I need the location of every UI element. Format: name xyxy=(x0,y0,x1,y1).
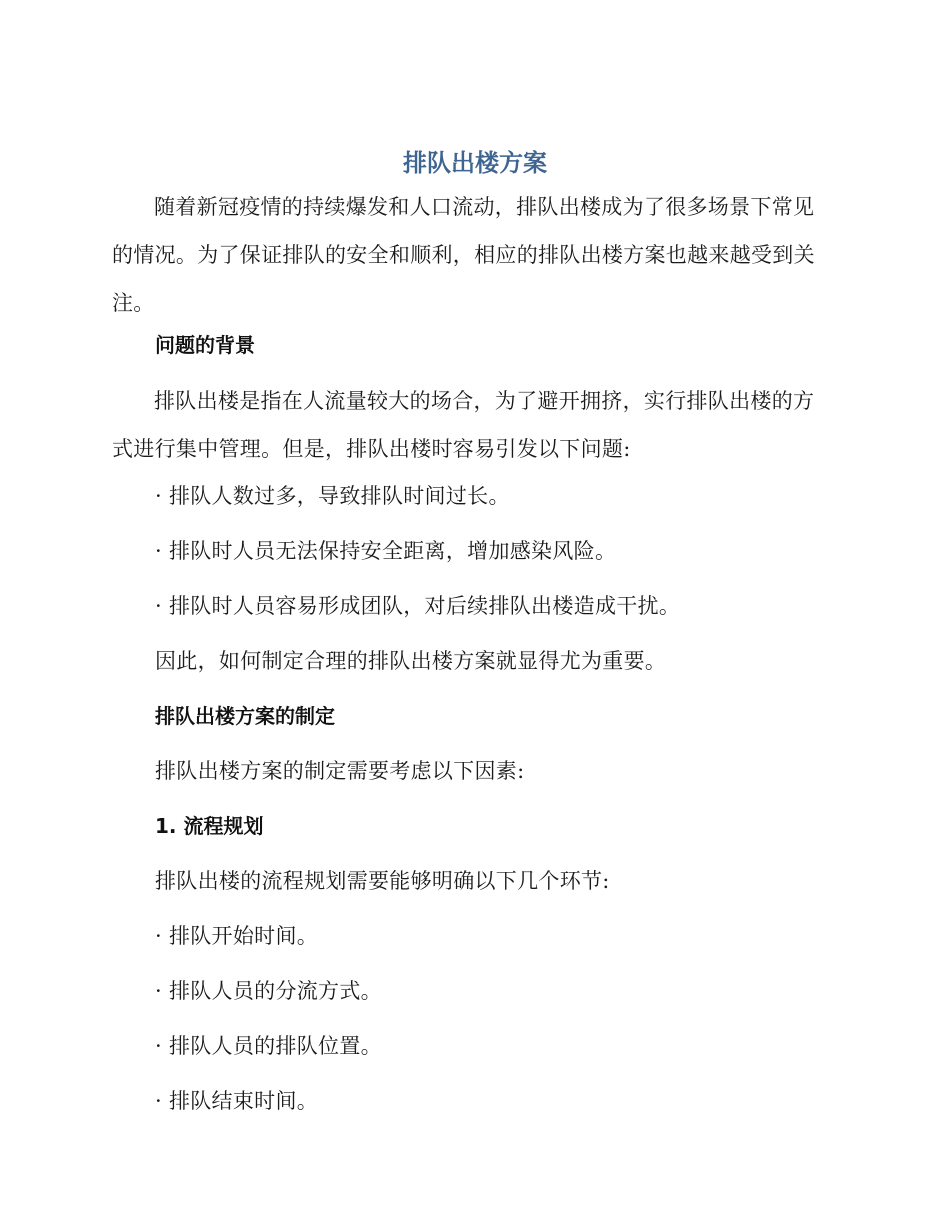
background-paragraph: 排队出楼是指在人流量较大的场合，为了避开拥挤，实行排队出楼的方式进行集中管理。但是，排队出楼时容易引发以下问题: xyxy=(112,389,815,461)
section-heading-background: 问题的背景 xyxy=(155,333,255,357)
intro-paragraph: 随着新冠疫情的持续爆发和人口流动，排队出楼成为了很多场景下常见的情况。为了保证排队的安全和顺利，相应的排队出楼方案也越来越受到关注。 xyxy=(112,195,815,315)
section-heading-plan: 排队出楼方案的制定 xyxy=(155,704,335,728)
plan-intro-paragraph: 排队出楼方案的制定需要考虑以下因素: xyxy=(155,759,525,783)
conclusion-paragraph: 因此，如何制定合理的排队出楼方案就显得尤为重要。 xyxy=(155,649,667,673)
list-item: · 排队人员的排队位置。 xyxy=(155,1034,382,1058)
list-item: · 排队人数过多，导致排队时间过长。 xyxy=(155,484,510,508)
process-intro-paragraph: 排队出楼的流程规划需要能够明确以下几个环节: xyxy=(155,869,610,893)
list-item: · 排队时人员无法保持安全距离，增加感染风险。 xyxy=(155,539,617,563)
list-item: · 排队开始时间。 xyxy=(155,924,319,948)
list-item: · 排队时人员容易形成团队，对后续排队出楼造成干扰。 xyxy=(155,594,681,618)
list-item: · 排队人员的分流方式。 xyxy=(155,979,382,1003)
document-title: 排队出楼方案 xyxy=(403,149,547,177)
list-item: · 排队结束时间。 xyxy=(155,1089,319,1113)
subsection-heading-process: 1. 流程规划 xyxy=(155,814,264,838)
